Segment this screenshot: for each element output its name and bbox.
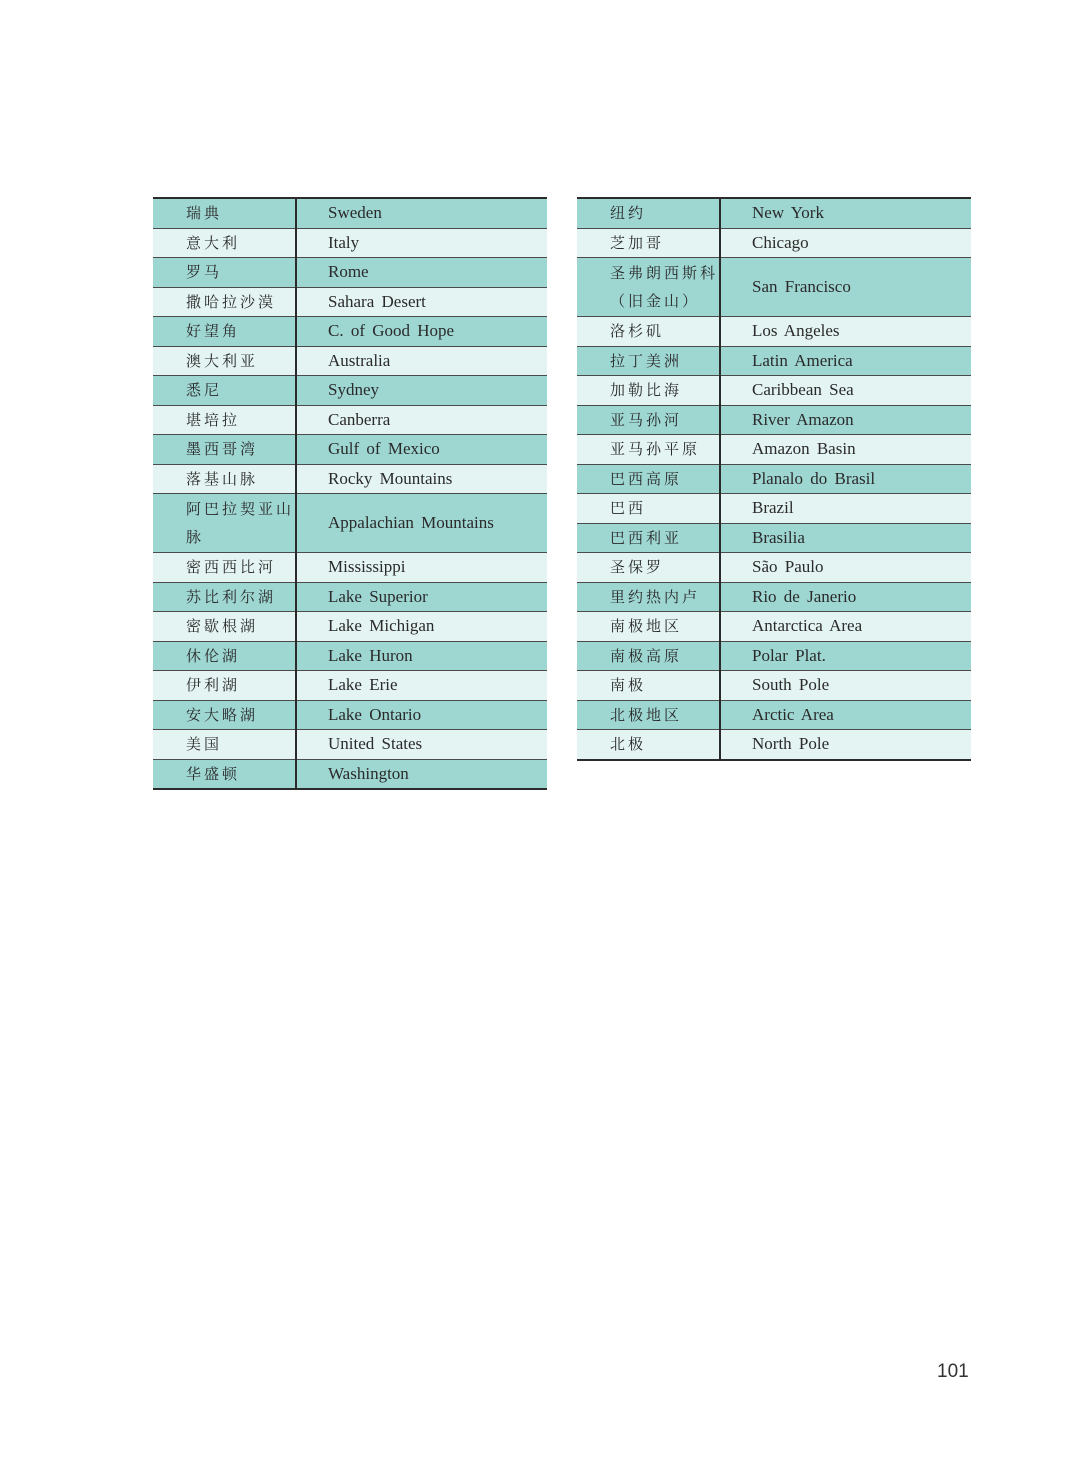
english-term: San Francisco [720, 258, 971, 317]
table-row [577, 700, 971, 730]
chinese-term: 芝加哥 [577, 228, 720, 258]
table-row [153, 464, 547, 494]
english-term: Australia [296, 346, 547, 376]
chinese-term: 安大略湖 [153, 700, 296, 730]
chinese-term: 北极地区 [577, 700, 720, 730]
english-term: Polar Plat. [720, 641, 971, 671]
chinese-term: 圣保罗 [577, 553, 720, 583]
chinese-term: 撒哈拉沙漠 [153, 287, 296, 317]
table-row [153, 435, 547, 465]
table-row [577, 641, 971, 671]
chinese-term: 休伦湖 [153, 641, 296, 671]
table-row [153, 405, 547, 435]
table-row [577, 730, 971, 760]
chinese-term: 亚马孙河 [577, 405, 720, 435]
chinese-term: 华盛顿 [153, 759, 296, 789]
english-term: Canberra [296, 405, 547, 435]
chinese-term: 洛杉矶 [577, 317, 720, 347]
english-term: Los Angeles [720, 317, 971, 347]
table-row [577, 405, 971, 435]
english-term: Antarctica Area [720, 612, 971, 642]
chinese-term: 纽约 [577, 198, 720, 228]
english-term: Rio de Janerio [720, 582, 971, 612]
glossary-table-left [153, 197, 547, 790]
table-row [577, 317, 971, 347]
english-term: Brasilia [720, 523, 971, 553]
table-row [577, 582, 971, 612]
chinese-term: 巴西高原 [577, 464, 720, 494]
chinese-term: 澳大利亚 [153, 346, 296, 376]
english-term: Washington [296, 759, 547, 789]
chinese-term: 罗马 [153, 258, 296, 288]
english-term: Planalo do Brasil [720, 464, 971, 494]
english-term: Rocky Mountains [296, 464, 547, 494]
table-row [153, 494, 547, 553]
table-row [577, 376, 971, 406]
table-row [153, 553, 547, 583]
english-term: Gulf of Mexico [296, 435, 547, 465]
chinese-term: 里约热内卢 [577, 582, 720, 612]
table-row [577, 464, 971, 494]
chinese-term: 好望角 [153, 317, 296, 347]
table-row [153, 376, 547, 406]
table-row [153, 582, 547, 612]
table-row [577, 228, 971, 258]
table-row [153, 759, 547, 789]
english-term: Lake Ontario [296, 700, 547, 730]
english-term: Lake Superior [296, 582, 547, 612]
english-term: Lake Erie [296, 671, 547, 701]
english-term: River Amazon [720, 405, 971, 435]
english-term: Latin America [720, 346, 971, 376]
table-row [153, 700, 547, 730]
chinese-term: 巴西 [577, 494, 720, 524]
english-term: South Pole [720, 671, 971, 701]
table-row [577, 258, 971, 317]
chinese-term: 圣弗朗西斯科（旧金山） [577, 258, 720, 317]
table-row [577, 553, 971, 583]
table-row [153, 641, 547, 671]
english-term: United States [296, 730, 547, 760]
table-row [577, 523, 971, 553]
chinese-term: 美国 [153, 730, 296, 760]
table-row [153, 198, 547, 228]
glossary-table-right [577, 197, 971, 761]
table-row [153, 258, 547, 288]
chinese-term: 堪培拉 [153, 405, 296, 435]
english-term: Mississippi [296, 553, 547, 583]
chinese-term: 加勒比海 [577, 376, 720, 406]
chinese-term: 密西西比河 [153, 553, 296, 583]
table-row [577, 198, 971, 228]
table-row [153, 317, 547, 347]
chinese-term: 南极地区 [577, 612, 720, 642]
chinese-term: 落基山脉 [153, 464, 296, 494]
table-row [577, 494, 971, 524]
table-row [153, 671, 547, 701]
english-term: Caribbean Sea [720, 376, 971, 406]
table-row [577, 671, 971, 701]
english-term: Appalachian Mountains [296, 494, 547, 553]
chinese-term: 瑞典 [153, 198, 296, 228]
english-term: Brazil [720, 494, 971, 524]
english-term: Lake Huron [296, 641, 547, 671]
table-row [153, 612, 547, 642]
english-term: Sahara Desert [296, 287, 547, 317]
table-row [153, 730, 547, 760]
table-row [153, 346, 547, 376]
table-row [153, 287, 547, 317]
chinese-term: 拉丁美洲 [577, 346, 720, 376]
page-number: 101 [937, 1361, 969, 1382]
table-row [577, 346, 971, 376]
table-row [577, 612, 971, 642]
english-term: Lake Michigan [296, 612, 547, 642]
table-row [577, 435, 971, 465]
chinese-term: 密歇根湖 [153, 612, 296, 642]
chinese-term: 悉尼 [153, 376, 296, 406]
chinese-term: 南极高原 [577, 641, 720, 671]
english-term: Chicago [720, 228, 971, 258]
english-term: Arctic Area [720, 700, 971, 730]
english-term: C. of Good Hope [296, 317, 547, 347]
chinese-term: 墨西哥湾 [153, 435, 296, 465]
chinese-term: 北极 [577, 730, 720, 760]
chinese-term: 阿巴拉契亚山脉 [153, 494, 296, 553]
chinese-term: 巴西利亚 [577, 523, 720, 553]
table-row [153, 228, 547, 258]
english-term: Sydney [296, 376, 547, 406]
english-term: North Pole [720, 730, 971, 760]
english-term: Rome [296, 258, 547, 288]
english-term: São Paulo [720, 553, 971, 583]
chinese-term: 意大利 [153, 228, 296, 258]
chinese-term: 苏比利尔湖 [153, 582, 296, 612]
english-term: Amazon Basin [720, 435, 971, 465]
chinese-term: 亚马孙平原 [577, 435, 720, 465]
english-term: Sweden [296, 198, 547, 228]
english-term: New York [720, 198, 971, 228]
english-term: Italy [296, 228, 547, 258]
chinese-term: 伊利湖 [153, 671, 296, 701]
chinese-term: 南极 [577, 671, 720, 701]
